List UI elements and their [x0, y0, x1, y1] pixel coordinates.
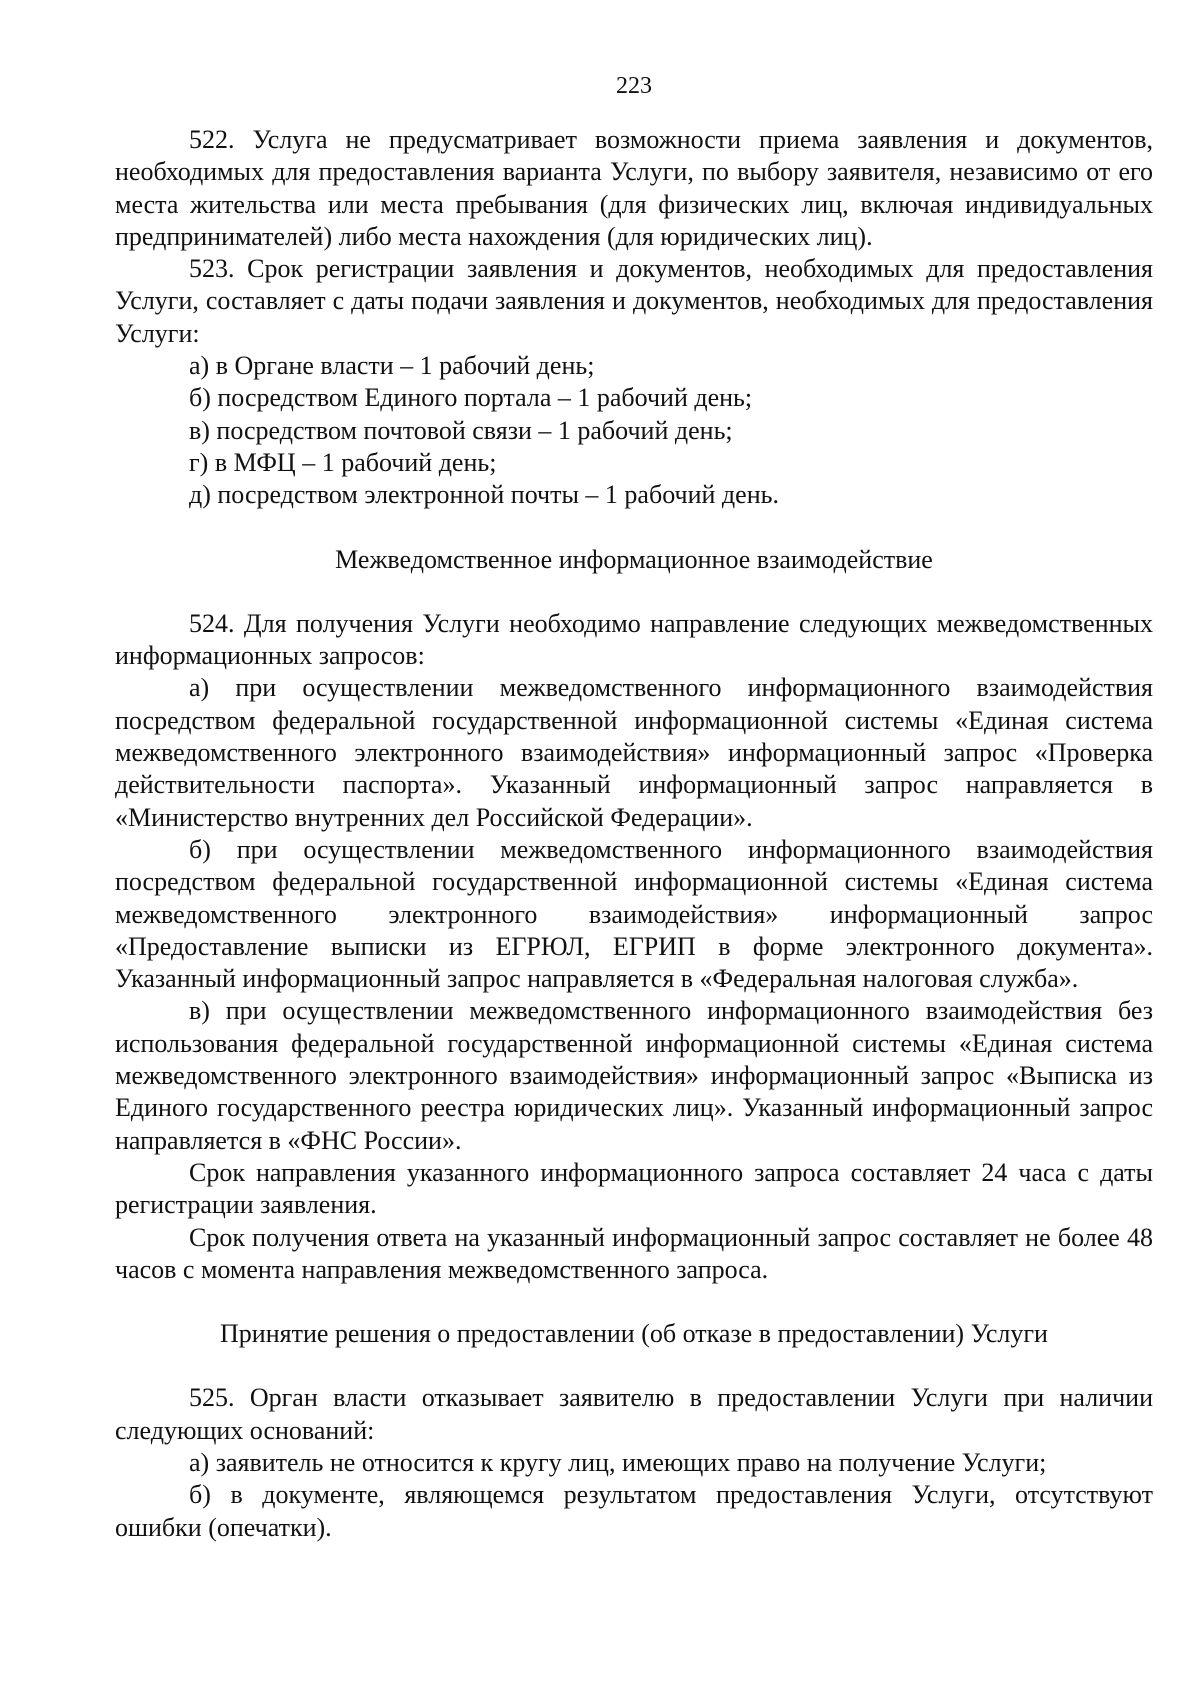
paragraph-524-send-term: Срок направления указанного информационного запроса составляет 24 часа с даты регистрации заявления. [115, 1157, 1153, 1220]
list-item-524-c: в) при осуществлении межведомственного информационного взаимодействия без использования федеральной государственной информационной системы «Единая система межведомственного электронного взаимодействия» информационный запрос «Выписка из Единого государственного реестра юридических лиц». Указанный информационный запрос направляется в «ФНС России». [115, 996, 1153, 1155]
list-item-523-b: б) посредством Единого портала – 1 рабочий день; [189, 383, 753, 413]
paragraph-524-receive-term: Срок получения ответа на указанный информационный запрос составляет не более 48 часов с момента направления межведомственного запроса. [115, 1222, 1153, 1284]
section-heading-decision: Принятие решения о предоставлении (об отказе в предоставлении) Услуги [220, 1319, 1048, 1349]
section-heading-interagency: Межведомственное информационное взаимодействие [335, 544, 933, 574]
paragraph-525: 525. Орган власти отказывает заявителю в предоставлении Услуги при наличии следующих оснований: [115, 1383, 1153, 1445]
list-item-523-c: в) посредством почтовой связи – 1 рабочий день; [189, 415, 733, 445]
list-item-523-d: г) в МФЦ – 1 рабочий день; [189, 447, 497, 477]
list-item-525-a: а) заявитель не относится к кругу лиц, имеющих право на получение Услуги; [189, 1447, 1047, 1477]
list-item-524-a: а) при осуществлении межведомственного информационного взаимодействия посредством федеральной государственной информационной системы «Единая система межведомственного электронного взаимодействия» информационный запрос «Проверка действительности паспорта». Указанный информационный запрос направляется в «Министерство внутренних дел Российской Федерации». [115, 673, 1153, 832]
document-body [115, 124, 1153, 1544]
list-item-523-e: д) посредством электронной почты – 1 рабочий день. [189, 480, 779, 510]
paragraph-523: 523. Срок регистрации заявления и документов, необходимых для предоставления Услуги, составляет с даты подачи заявления и документов, необходимых для предоставления Услуги: [115, 254, 1153, 348]
list-item-525-b: б) в документе, являющемся результатом предоставления Услуги, отсутствуют ошибки (опечатки). [115, 1480, 1153, 1542]
list-item-524-b: б) при осуществлении межведомственного информационного взаимодействия посредством федеральной государственной информационной системы «Единая система межведомственного электронного взаимодействия» информационный запрос «Предоставление выписки из ЕГРЮЛ, ЕГРИП в форме электронного документа». Указанный информационный запрос направляется в «Федеральная налоговая служба». [115, 834, 1153, 994]
page-number: 223 [616, 73, 652, 99]
list-item-523-a: а) в Органе власти – 1 рабочий день; [189, 351, 595, 381]
paragraph-524: 524. Для получения Услуги необходимо направление следующих межведомственных информационных запросов: [115, 608, 1153, 671]
paragraph-522: 522. Услуга не предусматривает возможности приема заявления и документов, необходимых для предоставления варианта Услуги, по выбору заявителя, независимо от его места жительства или места пребывания (для физических лиц, включая индивидуальных предпринимателей) либо места нахождения (для юридических лиц). [115, 125, 1153, 251]
